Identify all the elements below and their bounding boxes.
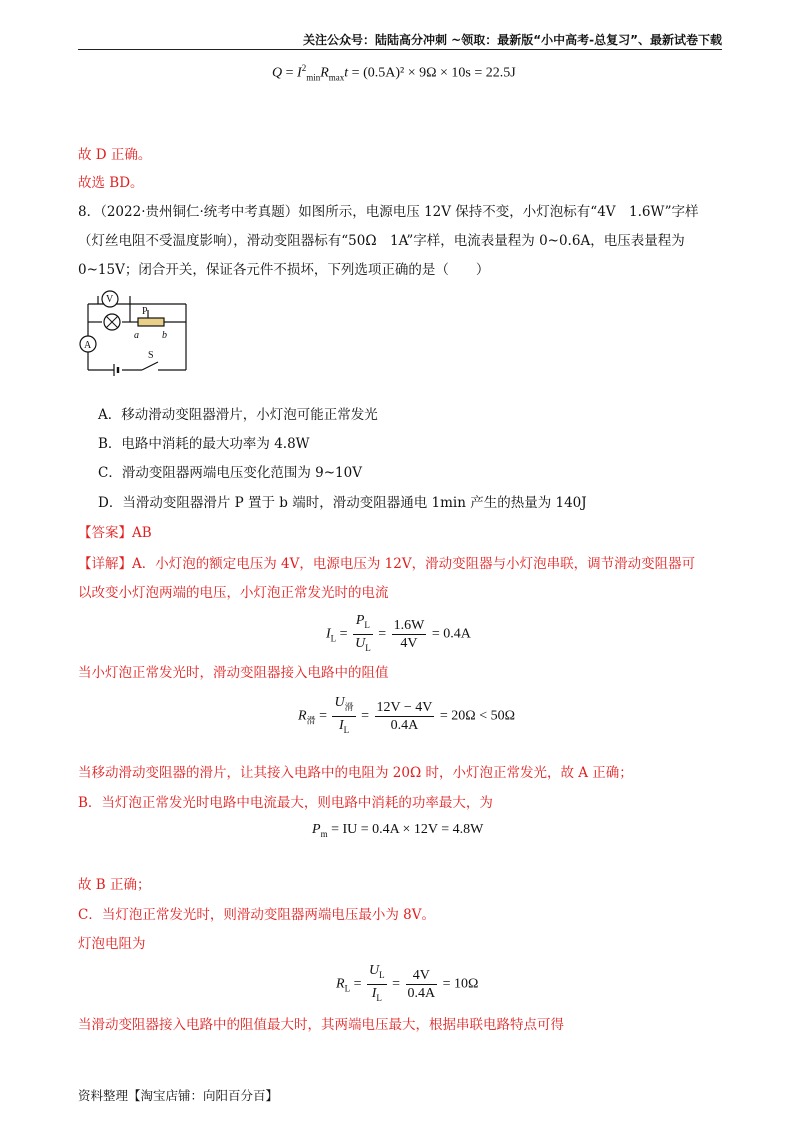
detail-line-6: 故 B 正确； (78, 877, 151, 893)
option-c: C．滑动变阻器两端电压变化范围为 9~10V (98, 465, 362, 481)
ammeter-label: A (84, 340, 92, 351)
equation-heat: $Q = I^2_{min}R_{max}t = (0.5A)^2 \times 9\Omega \times 10s = 22.5J$ (272, 63, 516, 83)
detail-line-1: 【详解】A．小灯泡的额定电压为 4V，电源电压为 12V，滑动变阻器与小灯泡串联，调节滑动变阻器可 (78, 556, 696, 572)
circuit-diagram (74, 290, 194, 380)
detail-line-7: C．当灯泡正常发光时，则滑动变阻器两端电压最小为 8V。 (78, 907, 435, 923)
conclusion-d: 故 D 正确。 (78, 147, 152, 163)
question-8-line3: 0~15V；闭合开关，保证各元件不损坏，下列选项正确的是（ ） (78, 262, 490, 278)
detail-line-8: 灯泡电阻为 (78, 936, 146, 952)
answer: 【答案】AB (78, 525, 152, 541)
question-8-line2: （灯丝电阻不受温度影响），滑动变阻器标有“50Ω 1A”字样，电流表量程为 0~0.6A，电压表量程为 (78, 233, 685, 249)
end-a-label: a (134, 330, 139, 341)
page-footer: 资料整理【淘宝店铺：向阳百分百】 (78, 1088, 279, 1103)
equation-current: $I_L$ = $\frac{P_L}{U_L}$ = $\frac{1.6W}{4V}$ = 0.4A (326, 613, 471, 653)
conclusion-select: 故选 BD。 (78, 175, 144, 191)
question-8-line1: 8．（2022·贵州铜仁·统考中考真题）如图所示，电源电压 12V 保持不变，小灯泡标有“4V 1.6W”字样 (78, 204, 699, 220)
voltmeter-label: V (106, 294, 114, 305)
switch-label: S (148, 350, 154, 361)
detail-line-3: 当小灯泡正常发光时，滑动变阻器接入电路中的阻值 (78, 665, 389, 681)
equation-lamp-resistance: $R_L$ = $\frac{U_L}{I_L}$ = $\frac{4V}{0.4A}$ = 10Ω (336, 963, 479, 1003)
option-b: B．电路中消耗的最大功率为 4.8W (98, 436, 310, 452)
detail-line-2: 以改变小灯泡两端的电压，小灯泡正常发光时的电流 (78, 585, 389, 601)
slider-label: P (142, 306, 148, 317)
detail-line-9: 当滑动变阻器接入电路中的阻值最大时，其两端电压最大，根据串联电路特点可得 (78, 1017, 564, 1033)
page-header: 关注公众号：陆陆高分冲刺 ~领取：最新版“小中高考-总复习”、最新试卷下载 (78, 33, 722, 50)
detail-line-5: B．当灯泡正常发光时电路中电流最大，则电路中消耗的功率最大，为 (78, 795, 493, 811)
equation-power: $P_m$ = IU = 0.4A × 12V = 4.8W (312, 822, 484, 839)
end-b-label: b (162, 330, 167, 341)
equation-resistance: $R_滑$ = $\frac{U_滑}{I_L}$ = $\frac{12V - 4V}{0.4A}$ = 20Ω < 50Ω (298, 695, 516, 735)
option-a: A．移动滑动变阻器滑片，小灯泡可能正常发光 (98, 407, 378, 423)
detail-line-4: 当移动滑动变阻器的滑片，让其接入电路中的电阻为 20Ω 时，小灯泡正常发光，故 A 正确； (78, 765, 633, 781)
option-d: D．当滑动变阻器滑片 P 置于 b 端时，滑动变阻器通电 1min 产生的热量为 140J (98, 495, 587, 511)
